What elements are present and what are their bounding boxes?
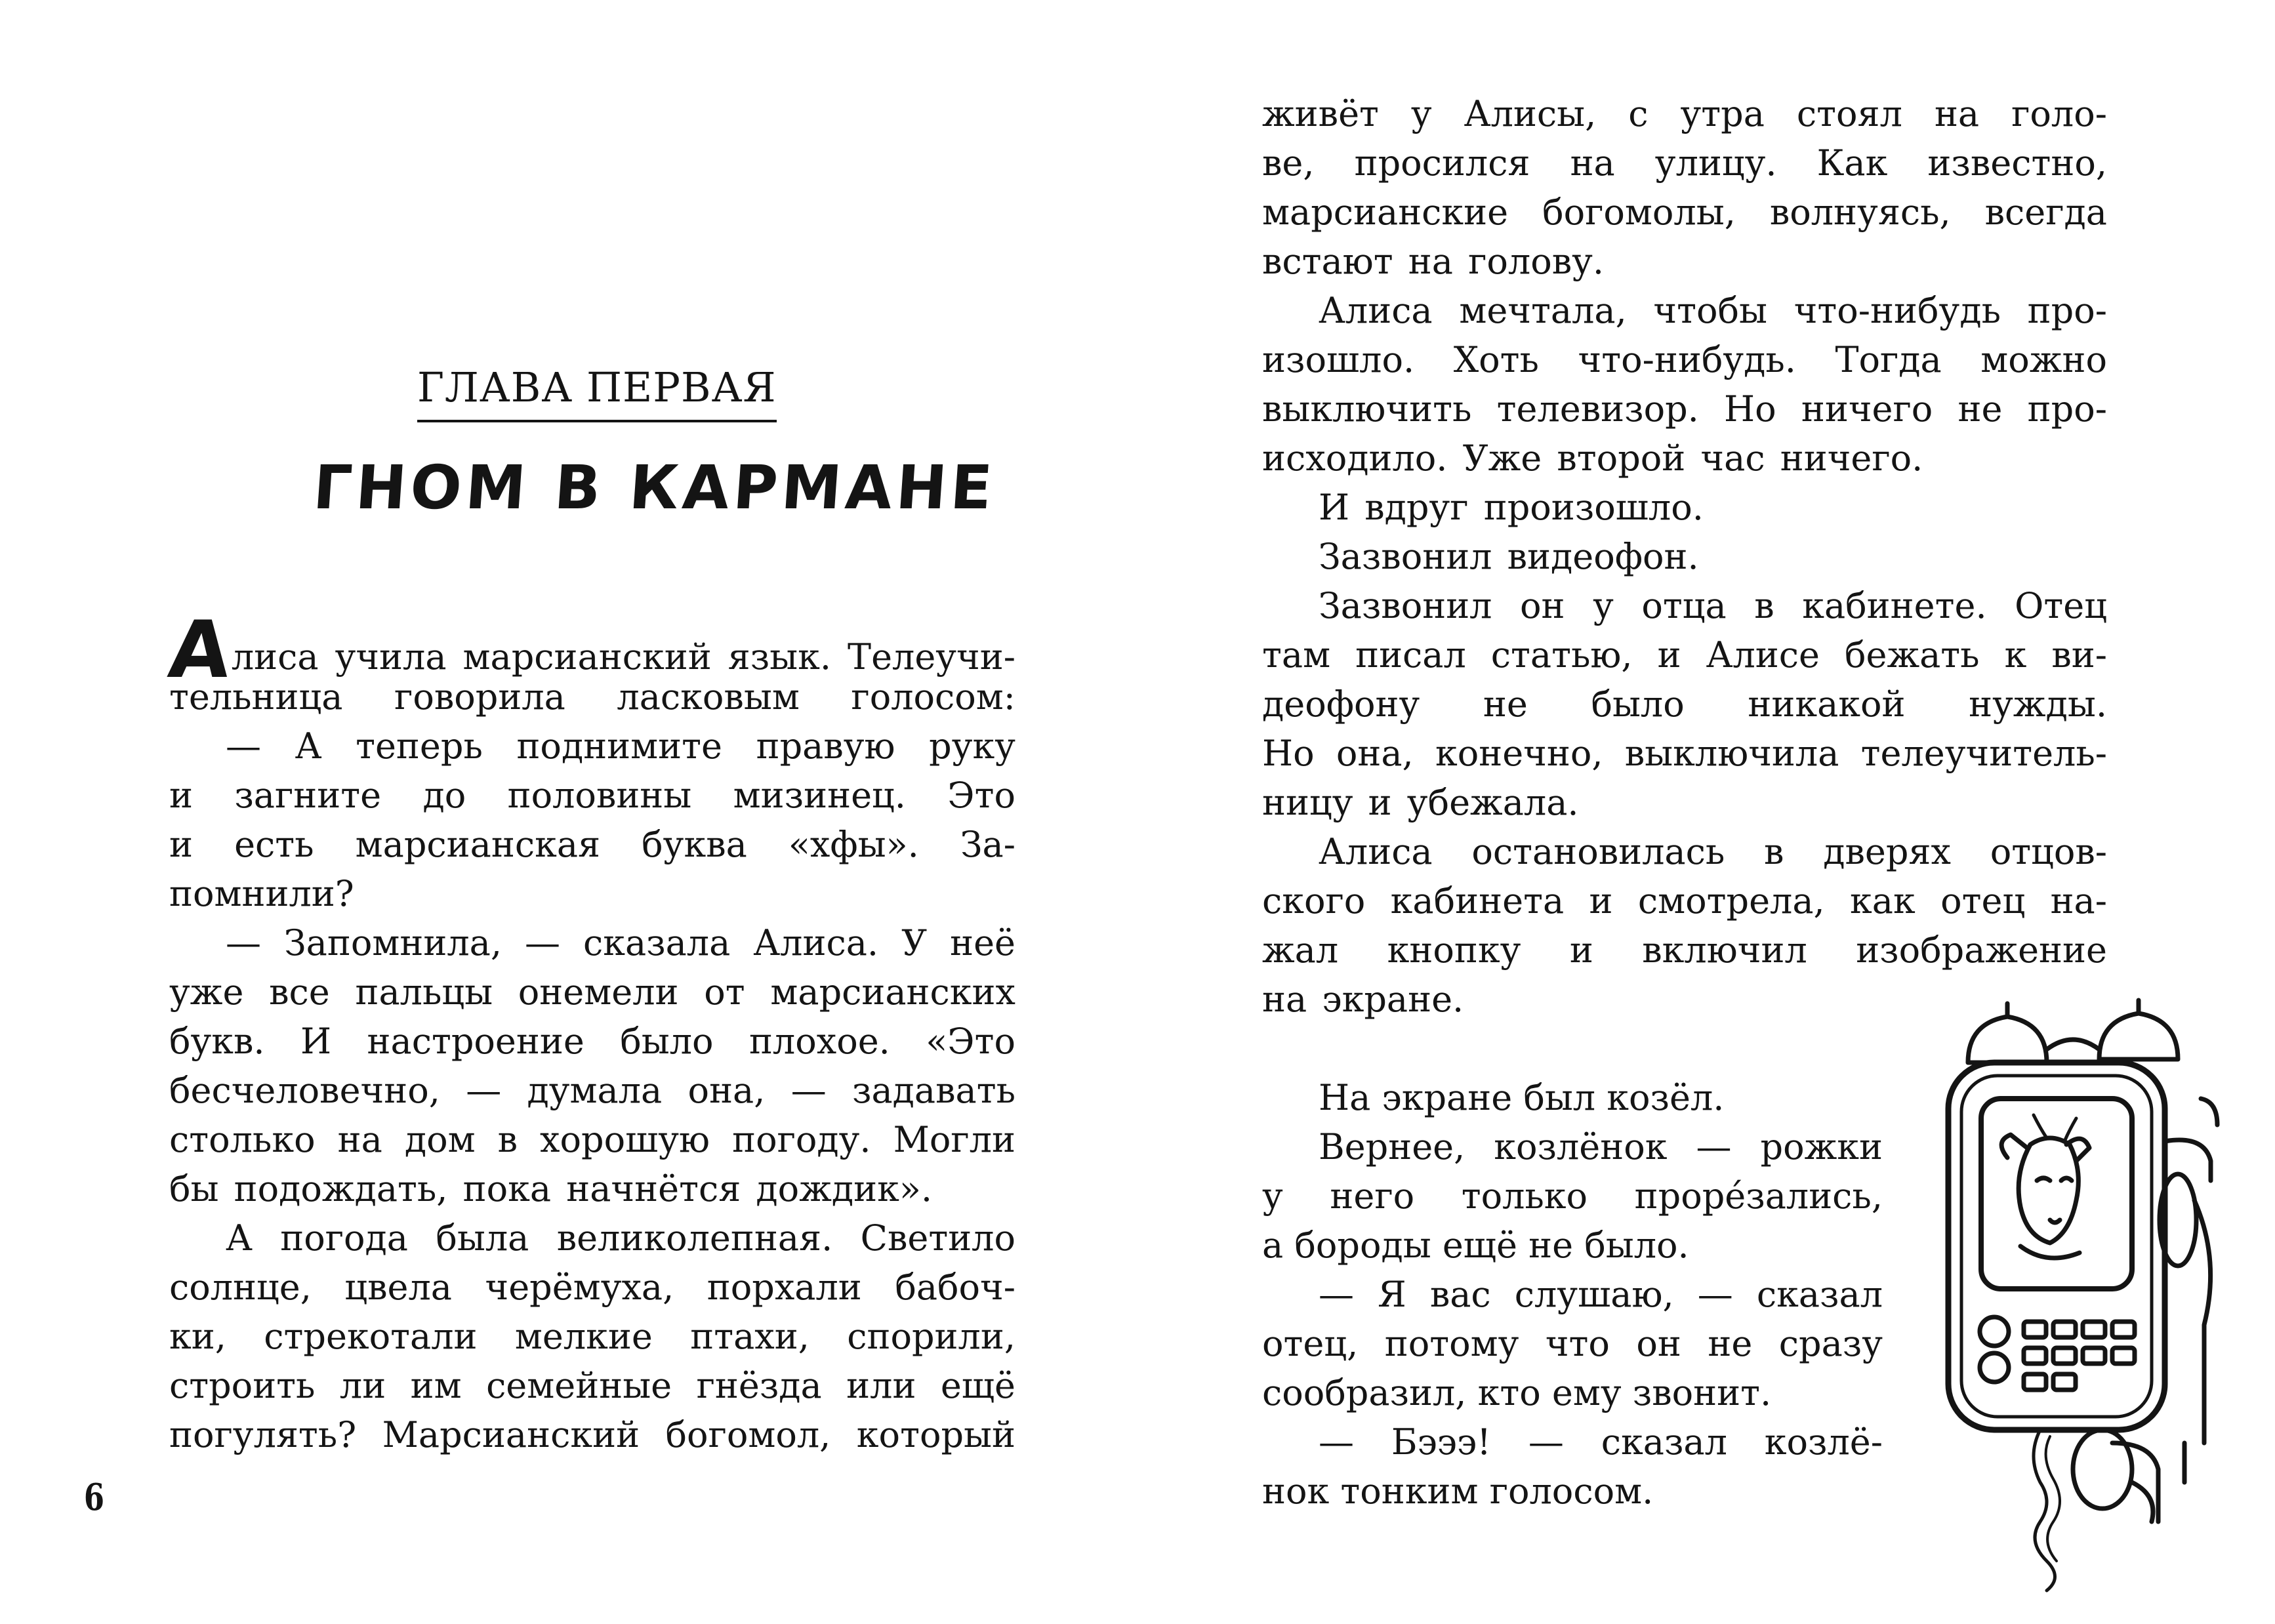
text-line: ве, просился на улицу. Как известно, bbox=[1262, 142, 2107, 184]
text-line: — Я вас слушаю, — сказал bbox=[1319, 1274, 1883, 1315]
text-line: нок тонким голосом. bbox=[1262, 1471, 1654, 1512]
text-line: ницу и убежала. bbox=[1262, 782, 1579, 823]
text-line: помнили? bbox=[169, 873, 354, 914]
text-line: а бороды ещё не было. bbox=[1262, 1225, 1689, 1266]
chapter-label: ГЛАВА ПЕРВАЯ bbox=[417, 367, 777, 422]
text-line: марсианские богомолы, волнуясь, всегда bbox=[1262, 192, 2107, 233]
text-line: И вдруг произошло. bbox=[1319, 487, 1704, 528]
text-line: погулять? Марсианский богомол, который bbox=[169, 1414, 1015, 1455]
text-line: Зазвонил он у отца в кабинете. Отец bbox=[1319, 585, 2107, 626]
text-line: встают на голову. bbox=[1262, 241, 1605, 282]
text-line: выключить телевизор. Но ничего не про- bbox=[1262, 388, 2107, 430]
first-line-rest: лиса учила марсианский язык. Телеучи- bbox=[231, 636, 1015, 678]
text-line: исходило. Уже второй час ничего. bbox=[1262, 437, 1923, 479]
text-line: ского кабинета и смотрела, как отец на- bbox=[1262, 880, 2107, 922]
text-line: строить ли им семейные гнёзда или ещё bbox=[169, 1365, 1015, 1406]
text-line: букв. И настроение было плохое. «Это bbox=[169, 1021, 1015, 1062]
text-line: изошло. Хоть что-нибудь. Тогда можно bbox=[1262, 339, 2107, 380]
text-line: сообразил, кто ему звонит. bbox=[1262, 1372, 1772, 1413]
text-line: — Бэээ! — сказал козлё- bbox=[1319, 1421, 1883, 1463]
text-line: ки, стрекотали мелкие птахи, спорили, bbox=[169, 1316, 1015, 1357]
videophone-with-goat-illustration bbox=[1942, 984, 2230, 1594]
text-line: живёт у Алисы, с утра стоял на голо- bbox=[1262, 93, 2107, 134]
text-line: столько на дом в хорошую погоду. Могли bbox=[169, 1119, 1015, 1160]
right-page-text bbox=[1262, 89, 2107, 1024]
text-line: там писал статью, и Алисе бежать к ви- bbox=[1262, 634, 2107, 676]
text-line: солнце, цвела черёмуха, порхали бабоч- bbox=[169, 1267, 1015, 1308]
text-line: на экране. bbox=[1262, 979, 1464, 1020]
videophone-icon bbox=[1942, 984, 2230, 1594]
text-line bbox=[164, 605, 1015, 696]
text-line: — А теперь поднимите правую руку bbox=[226, 725, 1015, 767]
text-line: бы подождать, пока начнётся дождик». bbox=[169, 1168, 933, 1209]
text-line: и загните до половины мизинец. Это bbox=[169, 775, 1015, 816]
text-line: и есть марсианская буква «хфы». За- bbox=[169, 824, 1015, 865]
text-line: Но она, конечно, выключила телеучитель- bbox=[1262, 733, 2107, 774]
text-line: деофону не было никакой нужды. bbox=[1262, 683, 2107, 725]
text-line: жал кнопку и включил изображение bbox=[1262, 929, 2107, 971]
text-line: Алиса мечтала, чтобы что-нибудь про- bbox=[1319, 290, 2107, 331]
text-line: Зазвонил видеофон. bbox=[1319, 536, 1699, 577]
text-line: Вернее, козлёнок — рожки bbox=[1319, 1126, 1883, 1167]
chapter-title: ГНОМ В КАРМАНЕ bbox=[311, 453, 998, 523]
left-page-text bbox=[164, 605, 1015, 1459]
text-line: На экране был козёл. bbox=[1319, 1077, 1725, 1118]
text-line: А погода была великолепная. Светило bbox=[226, 1217, 1015, 1259]
text-line: отец, потому что он не сразу bbox=[1262, 1323, 1883, 1364]
right-page-narrow-text bbox=[1262, 1073, 1883, 1516]
text-line: бесчеловечно, — думала она, — задавать bbox=[169, 1070, 1015, 1111]
text-line: — Запомнила, — сказала Алиса. У неё bbox=[226, 922, 1015, 964]
text-line: тельница говорила ласковым голосом: bbox=[169, 676, 1015, 718]
text-line: Алиса остановилась в дверях отцов- bbox=[1319, 831, 2107, 872]
text-line: уже все пальцы онемели от марсианских bbox=[169, 971, 1015, 1013]
drop-cap: А bbox=[164, 605, 236, 696]
text-line: у него только прорéзались, bbox=[1262, 1175, 1883, 1217]
page-number: 6 bbox=[83, 1476, 105, 1519]
